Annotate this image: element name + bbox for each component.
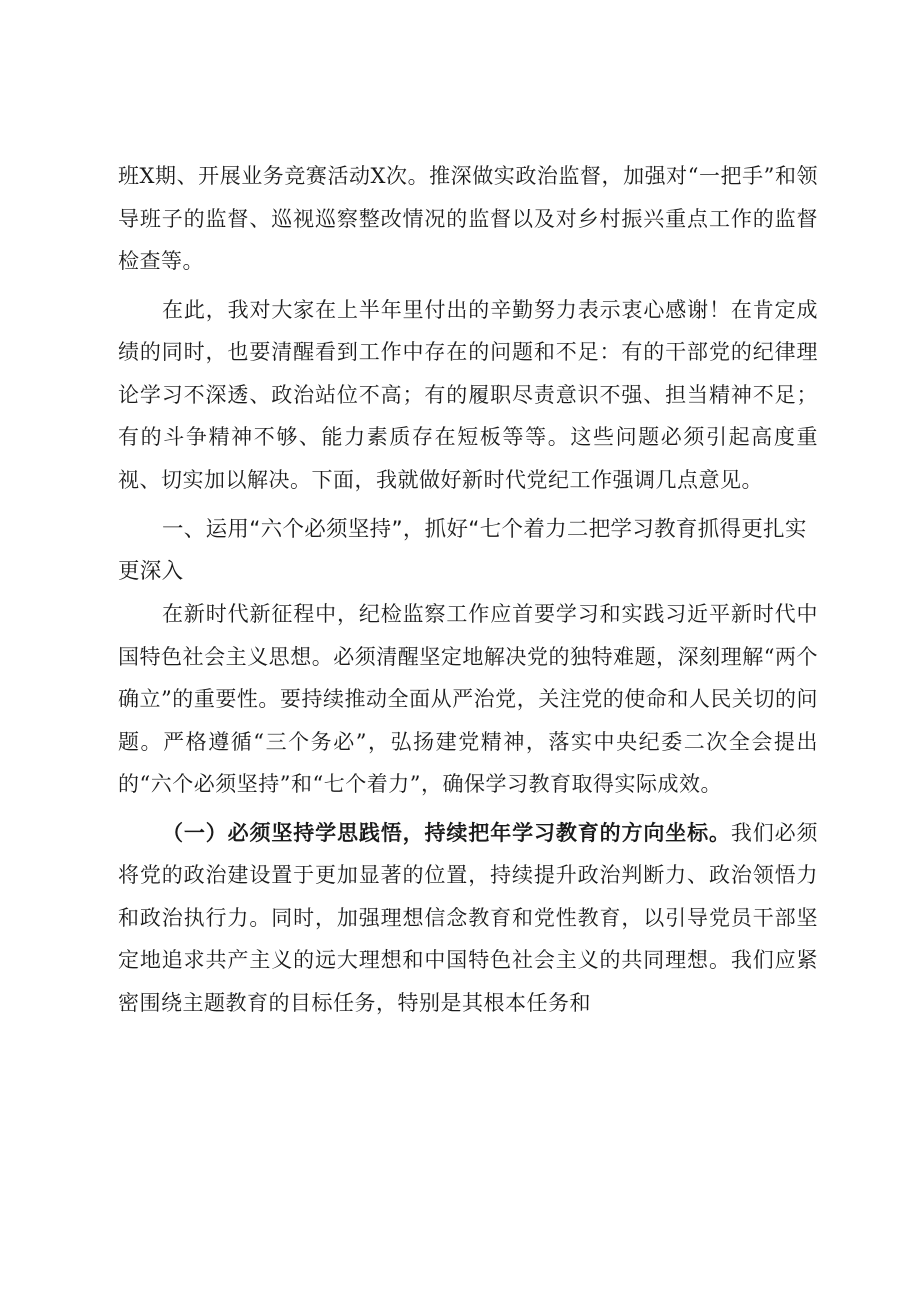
paragraph-thanks: 在此，我对大家在上半年里付出的辛勤努力表示衷心感谢！在肯定成绩的同时，也要清醒看到工作中存在的问题和不足：有的干部党的纪律理论学习不深透、政治站位不高；有的履职尽责意识不强、担当精神不足；有的斗争精神不够、能力素质存在短板等等。这些问题必须引起高度重视、切实加以解决。下面，我就做好新时代党纪工作强调几点意见。 — [118, 297, 818, 492]
subsection-1-lead: （一）必须坚持学思践悟，持续把年学习教育的方向坐标。 — [162, 819, 731, 845]
document-page — [118, 155, 818, 1024]
subsection-1-body: 我们必须将党的政治建设置于更加显著的位置，持续提升政治判断力、政治领悟力和政治执行力。同时，加强理想信念教育和党性教育，以引导党员干部坚定地追求共产主义的远大理想和中国特色社会主义的共同理想。我们应紧密围绕主题教育的目标任务，特别是其根本任务和 — [118, 820, 819, 1015]
paragraph-subsection-1 — [118, 812, 818, 1025]
paragraph-new-era: 在新时代新征程中，纪检监察工作应首要学习和实践习近平新时代中国特色社会主义思想。必须清醒坚定地解决党的独特难题，深刻理解“两个确立”的重要性。要持续推动全面从严治党，关注党的使命和人民关切的问题。严格遵循“三个务必”，弘扬建党精神，落实中央纪委二次全会提出的“六个必须坚持”和“七个着力”，确保学习教育取得实际成效。 — [118, 602, 818, 796]
section-heading-1: 一、运用“六个必须坚持”，抓好“七个着力二把学习教育抓得更扎实更深入 — [118, 517, 807, 584]
paragraph-continuation: 班X期、开展业务竞赛活动X次。推深做实政治监督，加强对“一把手”和领导班子的监督、巡视巡察整改情况的监督以及对乡村振兴重点工作的监督检查等。 — [118, 164, 818, 273]
